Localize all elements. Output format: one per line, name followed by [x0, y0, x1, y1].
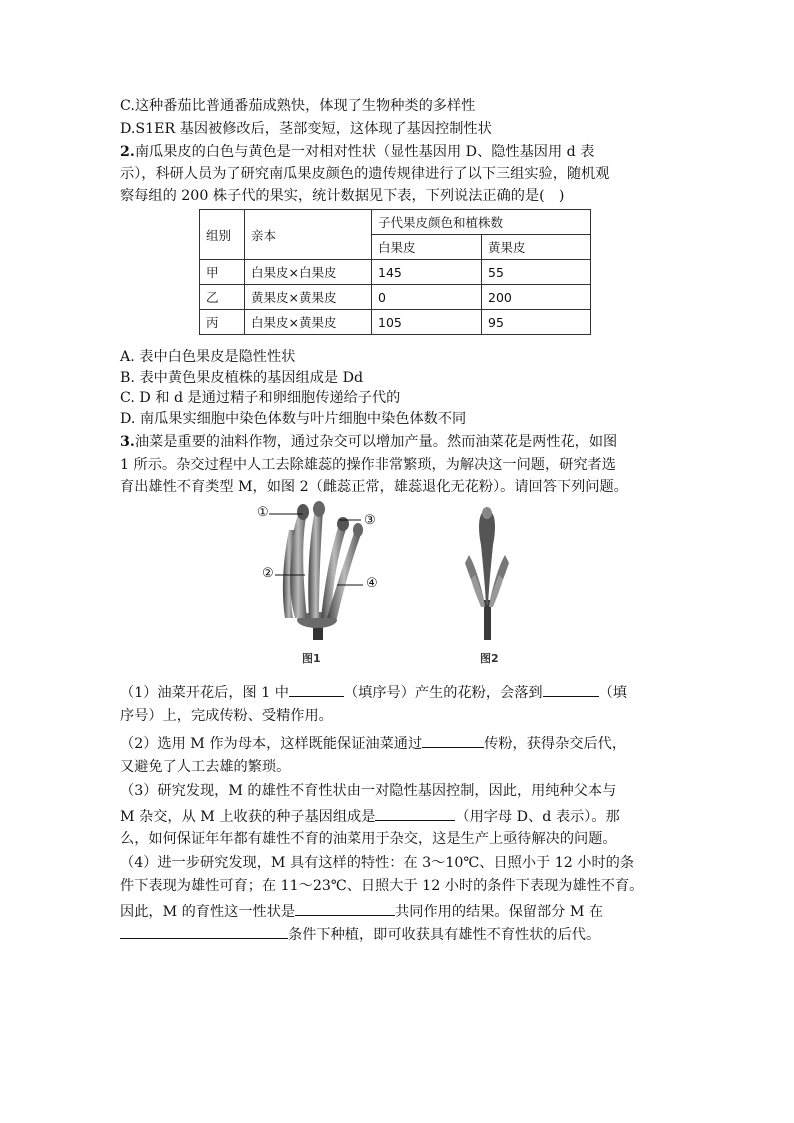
cell-parent: 白果皮×白果皮	[245, 260, 372, 285]
cell-yellow: 200	[482, 285, 591, 310]
cell-group: 甲	[200, 260, 245, 285]
cell-yellow: 95	[482, 310, 591, 335]
marker-3: ③	[364, 513, 376, 528]
marker-4: ④	[366, 576, 378, 591]
option-b: B. 表中黄色果皮植株的基因组成是 Dd	[120, 370, 364, 386]
question-text: 南瓜果皮的白色与黄色是一对相对性状（显性基因用 D、隐性基因用 d 表	[134, 144, 595, 160]
header-parent: 亲本	[245, 210, 372, 260]
text: （填	[598, 685, 627, 701]
table-row	[200, 310, 591, 335]
option-a: A. 表中白色果皮是隐性性状	[120, 349, 296, 365]
marker-1: ①	[257, 505, 269, 520]
question-2-line-2: 示），科研人员为了研究南瓜果皮颜色的遗传规律进行了以下三组实验，随机观	[120, 166, 610, 182]
question-3-line-2: 1 所示。杂交过程中人工去除雄蕊的操作非常繁琐，为解决这一问题，研究者选	[120, 457, 616, 473]
cell-white: 145	[372, 260, 482, 285]
answer-blank-5[interactable]	[295, 900, 395, 916]
sub-question-4-line-3	[120, 900, 603, 922]
cell-white: 0	[372, 285, 482, 310]
table-row	[200, 260, 591, 285]
question-number: 3.	[120, 434, 135, 450]
header-group: 组别	[200, 210, 245, 260]
option-c: C. D 和 d 是通过精子和卵细胞传递给子代的	[120, 390, 401, 406]
question-2-line-1	[120, 142, 594, 162]
option-d: D. 南瓜果实细胞中染色体数与叶片细胞中染色体数不同	[120, 411, 467, 427]
figure-1-caption: 图1	[302, 652, 321, 665]
answer-blank-6[interactable]	[120, 923, 288, 939]
cell-group: 乙	[200, 285, 245, 310]
sub-question-3-line-2	[120, 805, 620, 827]
text: （1）油菜开花后，图 1 中	[120, 685, 289, 701]
text: 因此，M 的育性这一性状是	[120, 904, 296, 920]
sub-question-4-line-1: （4）进一步研究发现，M 具有这样的特性：在 3～10℃、日照小于 12 小时的条	[120, 855, 635, 871]
answer-blank-4[interactable]	[375, 805, 455, 821]
table-row	[200, 285, 591, 310]
sub-question-2-line-2: 又避免了人工去雄的繁琐。	[120, 759, 291, 775]
text: 传粉，获得杂交后代，	[484, 736, 627, 752]
sub-question-3-line-3: 么，如何保证年年都有雄性不育的油菜用于杂交，这是生产上亟待解决的问题。	[120, 831, 617, 847]
question-3-line-3: 育出雄性不育类型 M，如图 2（雌蕊正常，雄蕊退化无花粉）。请回答下列问题。	[120, 479, 628, 495]
sub-question-2-line-1	[120, 732, 626, 754]
answer-blank-1[interactable]	[289, 681, 344, 697]
cell-parent: 白果皮×黄果皮	[245, 310, 372, 335]
question-text: 油菜是重要的油料作物，通过杂交可以增加产量。然而油菜花是两性花，如图	[134, 434, 618, 450]
sub-question-1-line-1	[120, 681, 627, 703]
question-3-line-1	[120, 432, 617, 452]
text: M 杂交，从 M 上收获的种子基因组成是	[120, 809, 376, 825]
results-table	[199, 209, 591, 335]
sub-question-1-line-2: 序号）上，完成传粉、受精作用。	[120, 708, 333, 724]
text: 共同作用的结果。保留部分 M 在	[395, 904, 604, 920]
cell-parent: 黄果皮×黄果皮	[245, 285, 372, 310]
header-white: 白果皮	[372, 235, 482, 260]
figure-2-flower-image	[455, 505, 520, 640]
text: （2）选用 M 作为母本，这样既能保证油菜通过	[120, 736, 423, 752]
cell-yellow: 55	[482, 260, 591, 285]
cell-white: 105	[372, 310, 482, 335]
header-yellow: 黄果皮	[482, 235, 591, 260]
question-2-line-3: 察每组的 200 株子代的果实，统计数据见下表，下列说法正确的是( )	[120, 188, 565, 204]
sub-question-4-line-4	[120, 923, 600, 945]
text: 条件下种植，即可收获具有雄性不育性状的后代。	[288, 927, 601, 943]
cell-group: 丙	[200, 310, 245, 335]
text: （用字母 D、d 表示）。那	[455, 809, 620, 825]
answer-blank-2[interactable]	[543, 681, 599, 697]
text: （填序号）产生的花粉，会落到	[343, 685, 543, 701]
sub-question-4-line-2: 件下表现为雄性可育；在 11～23℃、日照大于 12 小时的条件下表现为雄性不育。	[120, 878, 644, 894]
marker-2: ②	[262, 566, 274, 581]
header-offspring: 子代果皮颜色和植株数	[372, 210, 591, 235]
answer-blank-3[interactable]	[422, 732, 484, 748]
option-c-prev: C.这种番茄比普通番茄成熟快，体现了生物种类的多样性	[120, 98, 476, 114]
sub-question-3-line-1: （3）研究发现，M 的雄性不育性状由一对隐性基因控制，因此，用纯种父本与	[120, 783, 617, 799]
question-number: 2.	[120, 144, 135, 160]
figure-2-caption: 图2	[480, 652, 499, 665]
option-d-prev: D.S1ER 基因被修改后，茎部变短，这体现了基因控制性状	[120, 121, 492, 137]
